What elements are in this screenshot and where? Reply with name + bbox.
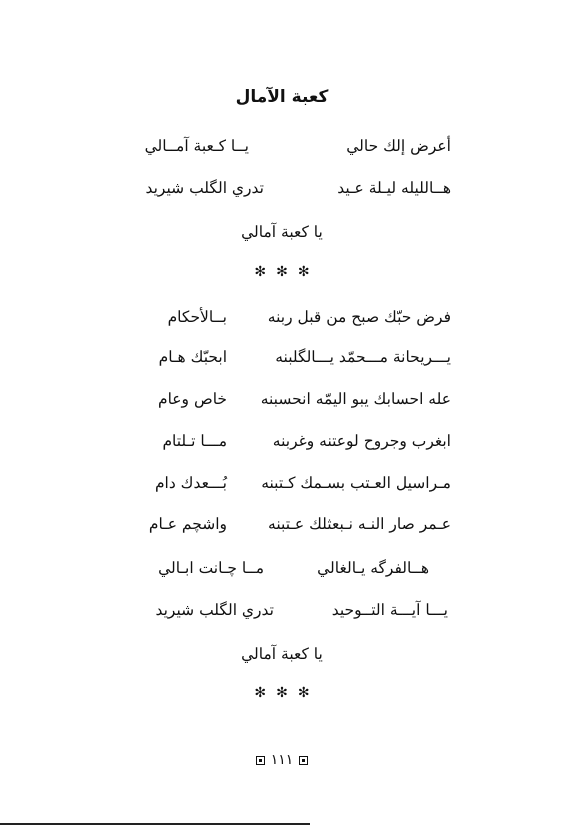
star-ornament-icon: ✻ [276, 685, 288, 701]
star-ornament-icon: ✻ [276, 264, 288, 280]
page-edge-rule [0, 823, 310, 825]
section-divider-stars [0, 684, 564, 702]
verse-second-hemistich: واشچم عـام [148, 515, 227, 533]
refrain-line: يا كعبة آمالي [241, 645, 323, 663]
refrain-line: يا كعبة آمالي [241, 223, 323, 241]
section-divider-stars [0, 263, 564, 281]
verse-second-hemistich: ابحبّك هـام [158, 348, 227, 366]
star-ornament-icon: ✻ [297, 685, 310, 701]
verse-second-hemistich: خاص وعام [157, 390, 227, 408]
verse-second-hemistich: مــا چـانت ابـالي [158, 559, 264, 577]
verse-second-hemistich: تدري الگلب شيريد [155, 601, 274, 619]
square-ornament-icon [256, 756, 265, 765]
poem-title: كعبة الآمال [235, 87, 329, 107]
page-number-value: ١١١ [270, 752, 294, 768]
verse-line [0, 428, 564, 454]
verse-second-hemistich: يــا كـعبة آمــالي [144, 137, 249, 155]
verse-first-hemistich: أعرض إلك حالي [346, 137, 451, 155]
verse-first-hemistich: يـــا آيـــة التــوحيد [331, 601, 448, 619]
verse-second-hemistich: تدري الگلب شيريد [145, 179, 264, 197]
verse-first-hemistich: هــالفرگه يـالغالي [317, 559, 429, 577]
star-ornament-icon: ✻ [254, 264, 267, 280]
star-ornament-icon: ✻ [297, 264, 310, 280]
verse-line [0, 386, 564, 412]
verse-line [0, 470, 564, 496]
verse-line [0, 133, 564, 159]
verse-line [0, 555, 564, 581]
verse-line [0, 597, 564, 623]
verse-first-hemistich: هــالليله ليـلة عـيد [337, 179, 451, 197]
page-number [0, 750, 564, 770]
verse-first-hemistich: عله احسابك يبو اليمّه انحسبنه [260, 390, 451, 408]
star-ornament-icon: ✻ [254, 685, 267, 701]
verse-first-hemistich: ابغرب وجروح لوعتنه وغربنه [272, 432, 451, 450]
verse-line [0, 344, 564, 370]
verse-line [0, 511, 564, 537]
verse-second-hemistich: مـــا تـلتام [162, 432, 227, 450]
verse-first-hemistich: مـراسيل العـتب بسـمك كـتبنه [261, 474, 451, 492]
verse-line [0, 175, 564, 201]
verse-first-hemistich: فرض حبّك صبح من قبل ربنه [267, 308, 451, 326]
verse-first-hemistich: يـــريحانة مـــحمّد يـــالگلبنه [275, 348, 451, 366]
verse-second-hemistich: بُـــعدك دام [154, 474, 227, 492]
verse-line [0, 304, 564, 330]
verse-second-hemistich: بــالأحكام [167, 308, 227, 326]
square-ornament-icon [299, 756, 308, 765]
verse-first-hemistich: عـمر صار النـه نـبعثلك عـتبنه [268, 515, 451, 533]
